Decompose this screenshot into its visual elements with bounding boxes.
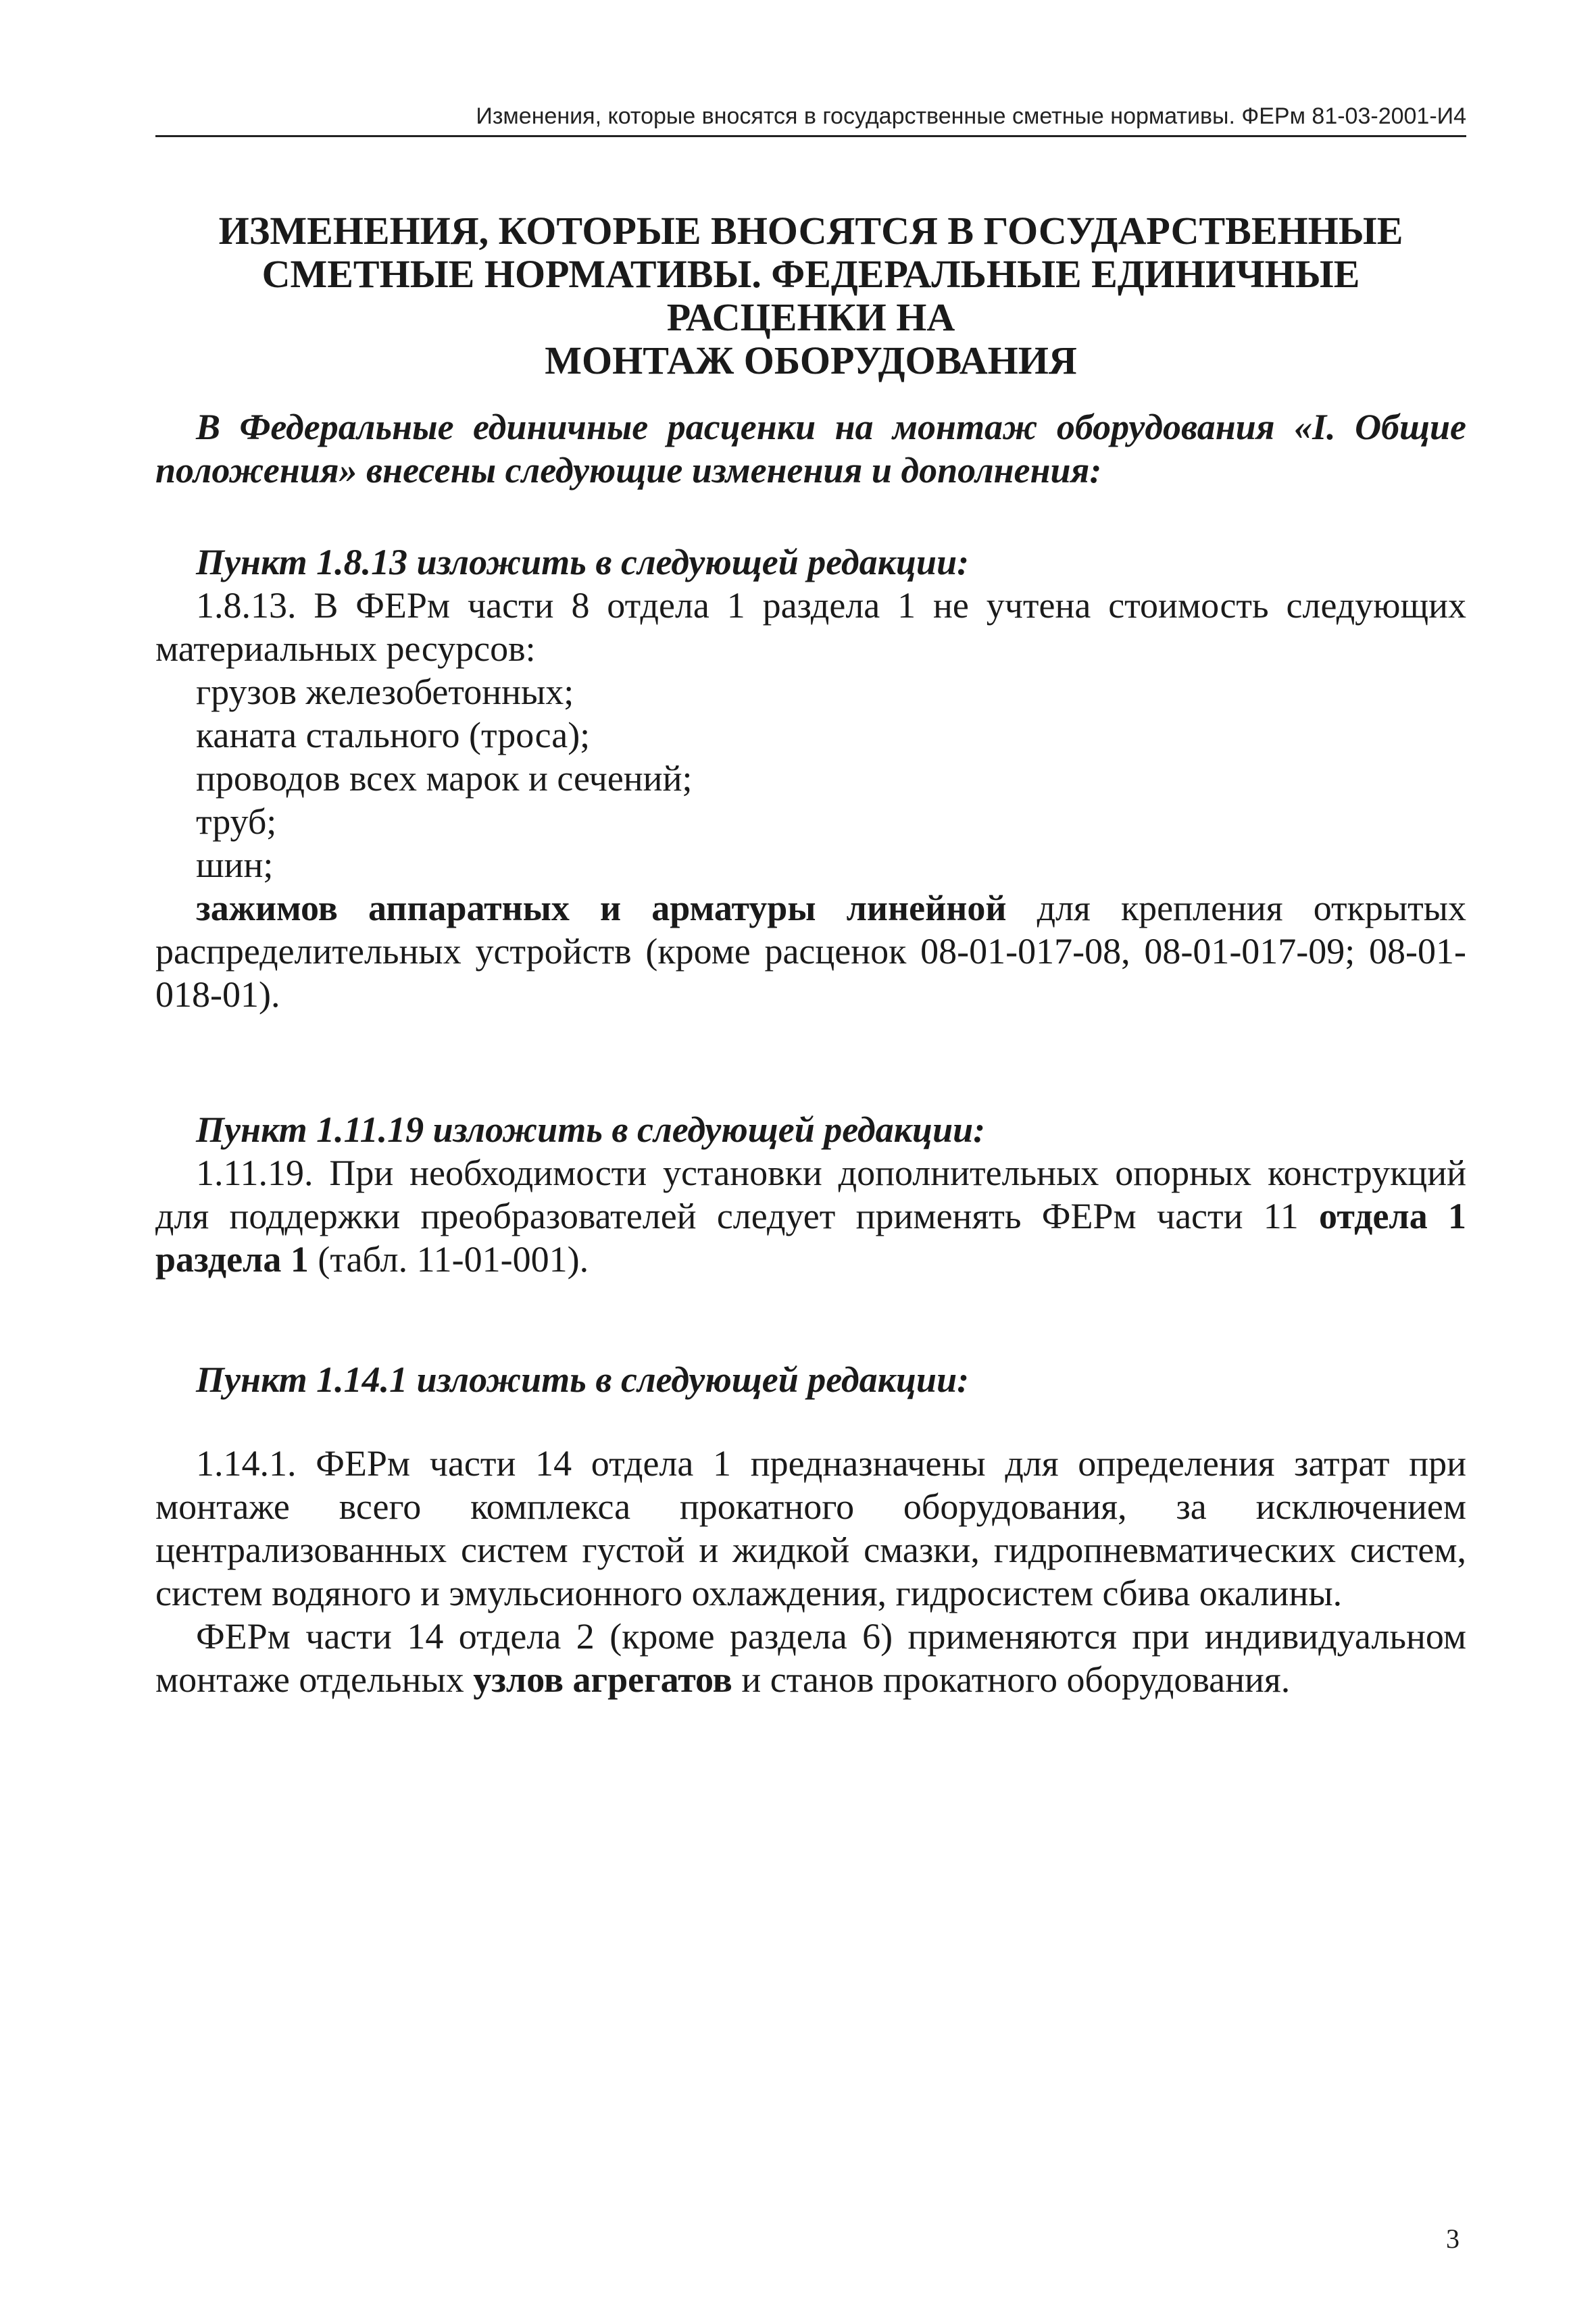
text-run: (табл. 11-01-001). — [308, 1239, 589, 1280]
bold-phrase: узлов агрегатов — [473, 1659, 732, 1700]
section-paragraph: 1.14.1. ФЕРм части 14 отдела 1 предназначены для определения затрат при монтаже всего комплекса прокатного оборудования, за исключением централизованных систем густой и жидкой смазки, гидропневматических систем, систем водяного и эмульсионного охлаждения, гидросистем сбива окалины. — [155, 1443, 1466, 1613]
section-paragraph: 1.8.13. В ФЕРм части 8 отдела 1 раздела 1 не учтена стоимость следующих материальных ресурсов: — [155, 585, 1466, 669]
section-1-8-13 — [155, 540, 1466, 1016]
section-paragraph — [155, 1615, 1466, 1701]
list-item: шин; — [196, 845, 274, 885]
bold-phrase: зажимов аппаратных и арматуры линейной — [196, 888, 1007, 928]
text-run: 1.11.19. При необходимости установки дополнительных опорных конструкций для поддержки преобразователей следует применять ФЕРм части 11 — [155, 1153, 1466, 1236]
document-title — [155, 209, 1466, 382]
section-1-11-19 — [155, 1108, 1466, 1281]
list-item: грузов железобетонных; — [196, 672, 574, 712]
intro-paragraph: В Федеральные единичные расценки на монтаж оборудования «I. Общие положения» внесены следующие изменения и дополнения: — [155, 407, 1466, 491]
section-paragraph — [155, 886, 1466, 1016]
text-run: и станов прокатного оборудования. — [732, 1659, 1291, 1700]
bold-phrase: отдела 1 раздела 1 — [155, 1196, 1467, 1280]
list-item: проводов всех марок и сечений; — [196, 758, 693, 799]
title-line: СМЕТНЫЕ НОРМАТИВЫ. ФЕДЕРАЛЬНЫЕ ЕДИНИЧНЫЕ РАСЦЕНКИ НА — [261, 252, 1360, 339]
list-item: труб; — [196, 801, 277, 842]
page-number: 3 — [1446, 2223, 1460, 2254]
section-heading: Пункт 1.11.19 изложить в следующей редакции: — [196, 1109, 986, 1150]
title-line: ИЗМЕНЕНИЯ, КОТОРЫЕ ВНОСЯТСЯ В ГОСУДАРСТВЕННЫЕ — [218, 209, 1403, 253]
section-1-14-1 — [155, 1358, 1466, 1701]
running-header: Изменения, которые вносятся в государственные сметные нормативы. ФЕРм 81-03-2001-И4 — [155, 101, 1466, 137]
list-item: каната стального (троса); — [196, 715, 591, 755]
section-heading: Пункт 1.8.13 изложить в следующей редакции: — [196, 542, 970, 582]
section-heading: Пункт 1.14.1 изложить в следующей редакции: — [196, 1359, 970, 1400]
section-paragraph — [155, 1151, 1466, 1281]
text-run: для крепления открытых распределительных устройств (кроме расценок 08-01-017-08, 08-01-017-09; 08-01-018-01). — [155, 888, 1466, 1015]
title-line: МОНТАЖ ОБОРУДОВАНИЯ — [545, 338, 1077, 382]
text-run: ФЕРм части 14 отдела 2 (кроме раздела 6) применяются при индивидуальном монтаже отдельных — [155, 1616, 1466, 1700]
